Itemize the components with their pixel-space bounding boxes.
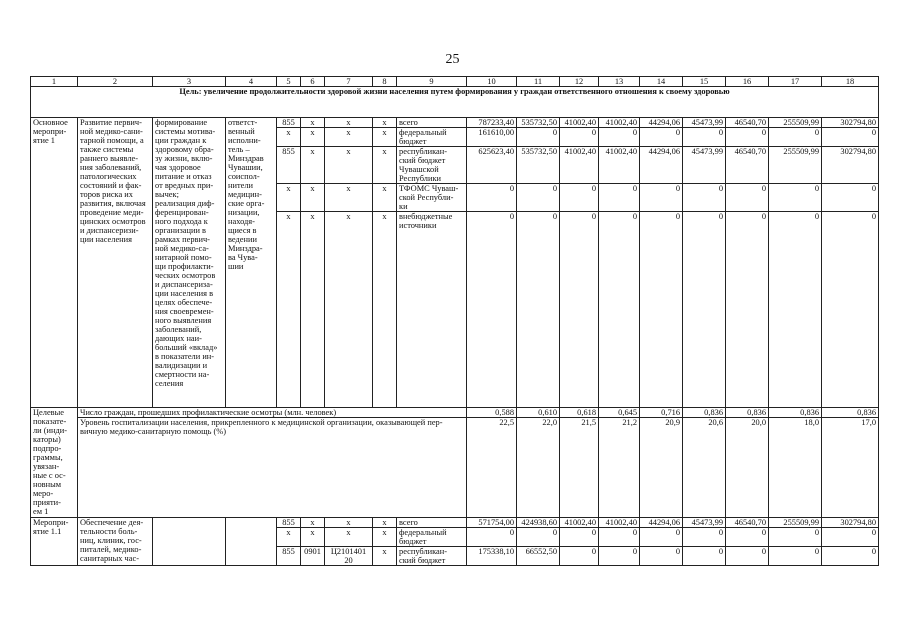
value-cell: 571754,00 — [467, 518, 517, 528]
goal-text: Цель: увеличение продолжительности здоровой жизни населения путем формирования у граждан ответственного отношения к своему здоровью — [31, 87, 879, 118]
activity-tasks — [153, 518, 226, 566]
value-cell: 0 — [683, 212, 726, 408]
column-number-row — [31, 77, 879, 87]
code-cell: x — [301, 184, 325, 212]
value-cell: 46540,70 — [726, 147, 769, 184]
code-cell: x — [277, 212, 301, 408]
value-cell: 0 — [517, 212, 560, 408]
budget-table — [30, 76, 879, 566]
column-number-cell: 18 — [822, 77, 879, 87]
code-cell: x — [325, 147, 373, 184]
column-number-cell: 10 — [467, 77, 517, 87]
indicator-value: 0,836 — [769, 408, 822, 418]
indicator-value: 20,9 — [640, 418, 683, 518]
column-number-cell: 14 — [640, 77, 683, 87]
indicator-value: 0,610 — [517, 408, 560, 418]
column-number-cell: 9 — [397, 77, 467, 87]
column-number-cell: 5 — [277, 77, 301, 87]
column-number-cell: 2 — [78, 77, 153, 87]
value-cell: 535732,50 — [517, 118, 560, 128]
funding-source-cell: всего — [397, 118, 467, 128]
value-cell: 161610,00 — [467, 128, 517, 147]
code-cell: 855 — [277, 518, 301, 528]
value-cell: 0 — [560, 128, 599, 147]
value-cell: 0 — [822, 547, 879, 566]
code-cell: 855 — [277, 147, 301, 184]
indicator-row — [31, 418, 879, 518]
code-cell: x — [325, 518, 373, 528]
code-cell: 855 — [277, 118, 301, 128]
code-cell: x — [277, 128, 301, 147]
value-cell: 44294,06 — [640, 118, 683, 128]
value-cell: 625623,40 — [467, 147, 517, 184]
indicator-value: 21,2 — [599, 418, 640, 518]
value-cell: 302794,80 — [822, 518, 879, 528]
value-cell: 41002,40 — [599, 147, 640, 184]
value-cell: 787233,40 — [467, 118, 517, 128]
value-cell: 0 — [822, 128, 879, 147]
code-cell: 0901 — [301, 547, 325, 566]
value-cell: 0 — [822, 184, 879, 212]
column-number-cell: 13 — [599, 77, 640, 87]
value-cell: 46540,70 — [726, 118, 769, 128]
value-cell: 0 — [726, 184, 769, 212]
indicator-value: 0,716 — [640, 408, 683, 418]
value-cell: 46540,70 — [726, 518, 769, 528]
code-cell: x — [301, 128, 325, 147]
funding-source-cell: внебюджетные источники — [397, 212, 467, 408]
indicator-value: 0,836 — [726, 408, 769, 418]
value-cell: 0 — [599, 528, 640, 547]
value-cell: 44294,06 — [640, 518, 683, 528]
value-cell: 302794,80 — [822, 147, 879, 184]
value-cell: 0 — [683, 547, 726, 566]
funding-source-cell: республикан- ский бюджет Чувашской Республики — [397, 147, 467, 184]
funding-source-cell: всего — [397, 518, 467, 528]
value-cell: 0 — [640, 184, 683, 212]
indicator-name: Уровень госпитализации населения, прикрепленного к медицинской организации, оказывающей пер- вичную медико-санитарную помощь (%) — [78, 418, 467, 518]
value-cell: 0 — [599, 128, 640, 147]
value-cell: 0 — [599, 212, 640, 408]
code-cell: x — [277, 528, 301, 547]
value-cell: 0 — [683, 128, 726, 147]
goal-row — [31, 87, 879, 118]
value-cell: 0 — [683, 528, 726, 547]
code-cell: x — [373, 128, 397, 147]
value-cell: 0 — [560, 184, 599, 212]
column-number-cell: 8 — [373, 77, 397, 87]
value-cell: 0 — [640, 547, 683, 566]
code-cell: x — [373, 528, 397, 547]
indicator-value: 22,0 — [517, 418, 560, 518]
funding-source-cell: ТФОМС Чуваш- ской Республи- ки — [397, 184, 467, 212]
value-cell: 0 — [599, 184, 640, 212]
funding-source-cell: федеральный бюджет — [397, 528, 467, 547]
value-cell: 0 — [467, 528, 517, 547]
value-cell: 0 — [640, 528, 683, 547]
column-number-cell: 4 — [226, 77, 277, 87]
value-cell: 0 — [517, 184, 560, 212]
value-cell: 45473,99 — [683, 147, 726, 184]
code-cell: x — [325, 184, 373, 212]
indicator-value: 17,0 — [822, 418, 879, 518]
code-cell: x — [373, 184, 397, 212]
code-cell: x — [325, 528, 373, 547]
column-number-cell: 17 — [769, 77, 822, 87]
main-activity-tasks: формирование системы мотива- ции граждан к здоровому обра- зу жизни, вклю- чая здоровое питание и отказ от вредных при- вычек; реализация диф- ференцирован- ного подхода к организации в рамках первич- ной медико-са- нитарной помо- щи профилакти- ческих осмотров и диспансериза- ции населения в целях обеспече- ния своевремен- ного выявления заболеваний, дающих наи- больший «вклад» в показатели ин- валидизации и смертности на- селения — [153, 118, 226, 408]
value-cell: 0 — [769, 547, 822, 566]
page-number: 25 — [445, 52, 460, 67]
code-cell: x — [373, 118, 397, 128]
main-activity-label: Основное меропри- ятие 1 — [31, 118, 78, 408]
column-number-cell: 12 — [560, 77, 599, 87]
value-cell: 0 — [769, 528, 822, 547]
value-cell: 45473,99 — [683, 518, 726, 528]
code-cell: x — [301, 118, 325, 128]
funding-source-cell: республикан- ский бюджет — [397, 547, 467, 566]
activity-executor — [226, 518, 277, 566]
column-number-cell: 3 — [153, 77, 226, 87]
value-cell: 0 — [726, 547, 769, 566]
code-cell: x — [325, 128, 373, 147]
code-cell: x — [301, 518, 325, 528]
block2-row — [31, 518, 879, 528]
value-cell: 255509,99 — [769, 147, 822, 184]
column-number-cell: 11 — [517, 77, 560, 87]
indicators-label: Целевые показате- ли (инди- каторы) подпро- граммы, увязан- ные с ос- новным меро- прияти- ем 1 — [31, 408, 78, 518]
value-cell: 0 — [726, 528, 769, 547]
code-cell: x — [373, 518, 397, 528]
value-cell: 44294,06 — [640, 147, 683, 184]
code-cell: x — [325, 118, 373, 128]
value-cell: 41002,40 — [560, 147, 599, 184]
indicator-value: 22,5 — [467, 418, 517, 518]
main-activity-title: Развитие первич- ной медико-сани- тарной помощи, а также системы раннего выявле- ния заболеваний, патологических состояний и фак- торов риска их развития, включая проведение меди- цинских осмотров и диспансеризи- ции населения — [78, 118, 153, 408]
value-cell: 45473,99 — [683, 118, 726, 128]
column-number-cell: 7 — [325, 77, 373, 87]
value-cell: 535732,50 — [517, 147, 560, 184]
value-cell: 0 — [726, 212, 769, 408]
value-cell: 424938,60 — [517, 518, 560, 528]
code-cell: x — [301, 212, 325, 408]
indicator-name: Число граждан, прошедших профилактические осмотры (млн. человек) — [78, 408, 467, 418]
column-number-cell: 1 — [31, 77, 78, 87]
code-cell: x — [373, 212, 397, 408]
indicator-row — [31, 408, 879, 418]
indicator-value: 0,836 — [683, 408, 726, 418]
main-activity-executor: ответст- венный исполни- тель – Минздрав Чувашии, соиспол- нители медицин- ские орга- низации, находя- щиеся в ведении Минздра- ва Чува- шии — [226, 118, 277, 408]
code-cell: x — [277, 184, 301, 212]
value-cell: 255509,99 — [769, 118, 822, 128]
indicator-value: 0,645 — [599, 408, 640, 418]
value-cell: 0 — [769, 184, 822, 212]
value-cell: 0 — [769, 128, 822, 147]
value-cell: 0 — [467, 184, 517, 212]
value-cell: 66552,50 — [517, 547, 560, 566]
value-cell: 0 — [640, 128, 683, 147]
code-cell: x — [301, 147, 325, 184]
code-cell: x — [373, 547, 397, 566]
column-number-cell: 15 — [683, 77, 726, 87]
indicator-value: 18,0 — [769, 418, 822, 518]
value-cell: 41002,40 — [560, 118, 599, 128]
value-cell: 41002,40 — [560, 518, 599, 528]
value-cell: 0 — [683, 184, 726, 212]
activity-label: Меропри- ятие 1.1 — [31, 518, 78, 566]
value-cell: 175338,10 — [467, 547, 517, 566]
code-cell: 855 — [277, 547, 301, 566]
code-cell: Ц2101401 20 — [325, 547, 373, 566]
indicator-value: 0,588 — [467, 408, 517, 418]
value-cell: 0 — [517, 528, 560, 547]
value-cell: 41002,40 — [599, 518, 640, 528]
value-cell: 0 — [822, 212, 879, 408]
indicator-value: 0,836 — [822, 408, 879, 418]
indicator-value: 20,0 — [726, 418, 769, 518]
block1-row — [31, 118, 879, 128]
value-cell: 0 — [640, 212, 683, 408]
value-cell: 0 — [560, 212, 599, 408]
indicator-value: 0,618 — [560, 408, 599, 418]
code-cell: x — [301, 528, 325, 547]
value-cell: 0 — [517, 128, 560, 147]
value-cell: 0 — [467, 212, 517, 408]
value-cell: 255509,99 — [769, 518, 822, 528]
activity-title: Обеспечение дея- тельности боль- ниц, клиник, гос- питалей, медико- санитарных час- — [78, 518, 153, 566]
value-cell: 0 — [560, 547, 599, 566]
column-number-cell: 16 — [726, 77, 769, 87]
indicator-value: 21,5 — [560, 418, 599, 518]
value-cell: 0 — [560, 528, 599, 547]
indicator-value: 20,6 — [683, 418, 726, 518]
code-cell: x — [325, 212, 373, 408]
code-cell: x — [373, 147, 397, 184]
value-cell: 0 — [599, 547, 640, 566]
value-cell: 0 — [769, 212, 822, 408]
column-number-cell: 6 — [301, 77, 325, 87]
value-cell: 0 — [726, 128, 769, 147]
value-cell: 302794,80 — [822, 118, 879, 128]
value-cell: 41002,40 — [599, 118, 640, 128]
funding-source-cell: федеральный бюджет — [397, 128, 467, 147]
value-cell: 0 — [822, 528, 879, 547]
